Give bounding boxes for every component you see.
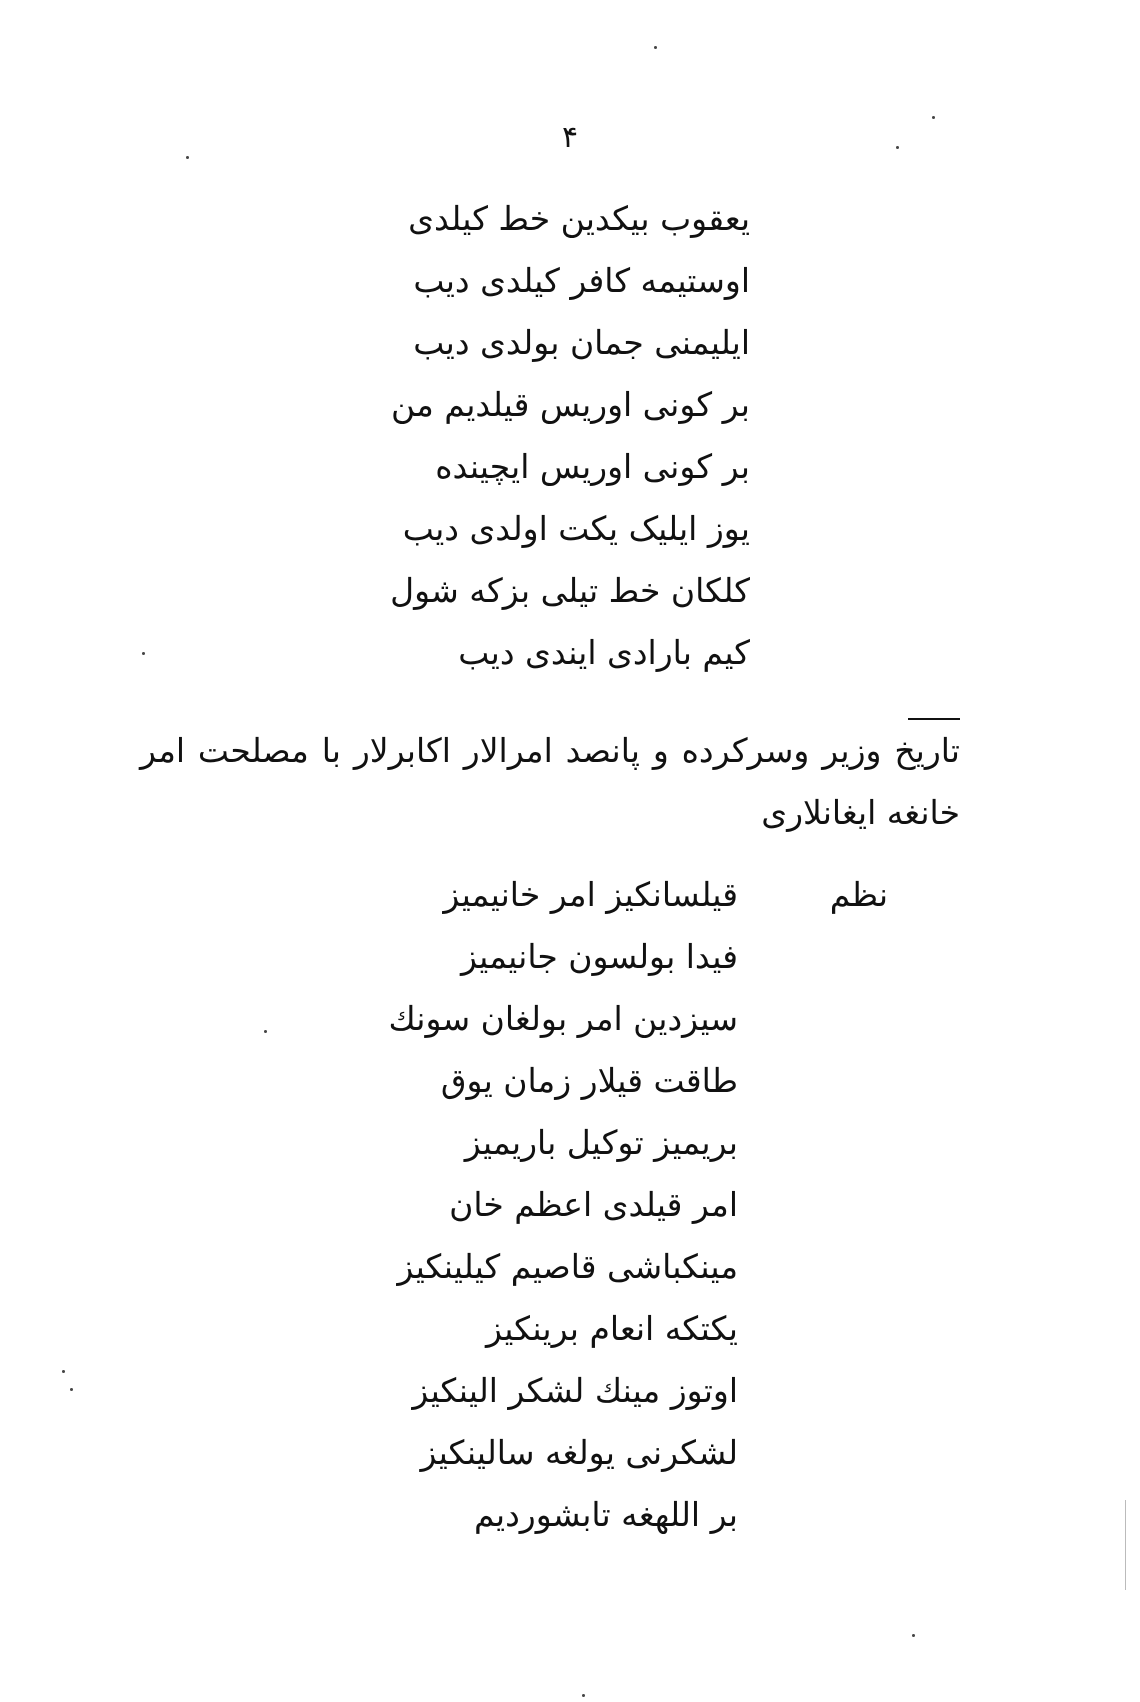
heading-line-2: خانغه ایغانلاری	[761, 793, 960, 832]
poem-line: کیم بارادی ایندی دیب	[458, 633, 750, 672]
poem-top	[390, 188, 750, 684]
poem-line: کلکان خط تیلی بزکه شول	[390, 571, 750, 610]
poem-line: سیزدین امر بولغان سونك	[388, 999, 738, 1038]
poem-line: یوز ایلیک یکت اولدی دیب	[402, 509, 750, 548]
poem-bottom	[338, 864, 738, 1546]
poem-line: بر کونی اوریس قیلدیم من	[390, 385, 750, 424]
poem-line: امر قیلدی اعظم خان	[449, 1185, 738, 1224]
poem-line: طاقت قیلار زمان یوق	[440, 1061, 738, 1100]
poem-line: بر کونی اوریس ایچینده	[435, 447, 750, 486]
poem-line: یکتکه انعام برینکیز	[486, 1309, 738, 1348]
scan-speck	[932, 116, 935, 119]
poem-line: بریمیز توکیل باریمیز	[464, 1123, 738, 1162]
poem-line: لشکرنی یولغه سالینکیز	[420, 1433, 738, 1472]
poem-line: اوستیمه کافر کیلدی دیب	[413, 261, 750, 300]
scan-speck	[896, 146, 899, 149]
poem-line: فیدا بولسون جانیمیز	[460, 937, 738, 976]
scan-speck	[582, 1694, 585, 1697]
section-heading	[140, 720, 960, 844]
scan-speck	[654, 46, 657, 49]
poem-line: قیلسانکیز امر خانیمیز	[443, 875, 738, 914]
heading-line-1: تاریخ وزیر وسرکرده و پانصد امرالار اکابرلار با مصلحت امر	[140, 731, 960, 770]
scan-speck	[912, 1634, 915, 1637]
scan-speck	[264, 1030, 267, 1033]
scan-speck	[142, 652, 145, 655]
page-number: ۴	[561, 120, 579, 155]
poem-line: اوتوز مینك لشکر الینکیز	[412, 1371, 738, 1410]
poem-line: بر اللهغه تابشوردیم	[473, 1495, 738, 1534]
scan-speck	[186, 156, 189, 159]
scan-speck	[62, 1370, 65, 1373]
poem-line: یعقوب بیکدین خط کیلدی	[408, 199, 750, 238]
scan-speck	[70, 1388, 73, 1391]
nazm-label: نظم	[829, 875, 888, 914]
scan-edge-line	[1125, 1500, 1126, 1590]
poem-line: مینکباشی قاصیم کیلینکیز	[397, 1247, 738, 1286]
poem-line: ایلیمنی جمان بولدی دیب	[413, 323, 750, 362]
